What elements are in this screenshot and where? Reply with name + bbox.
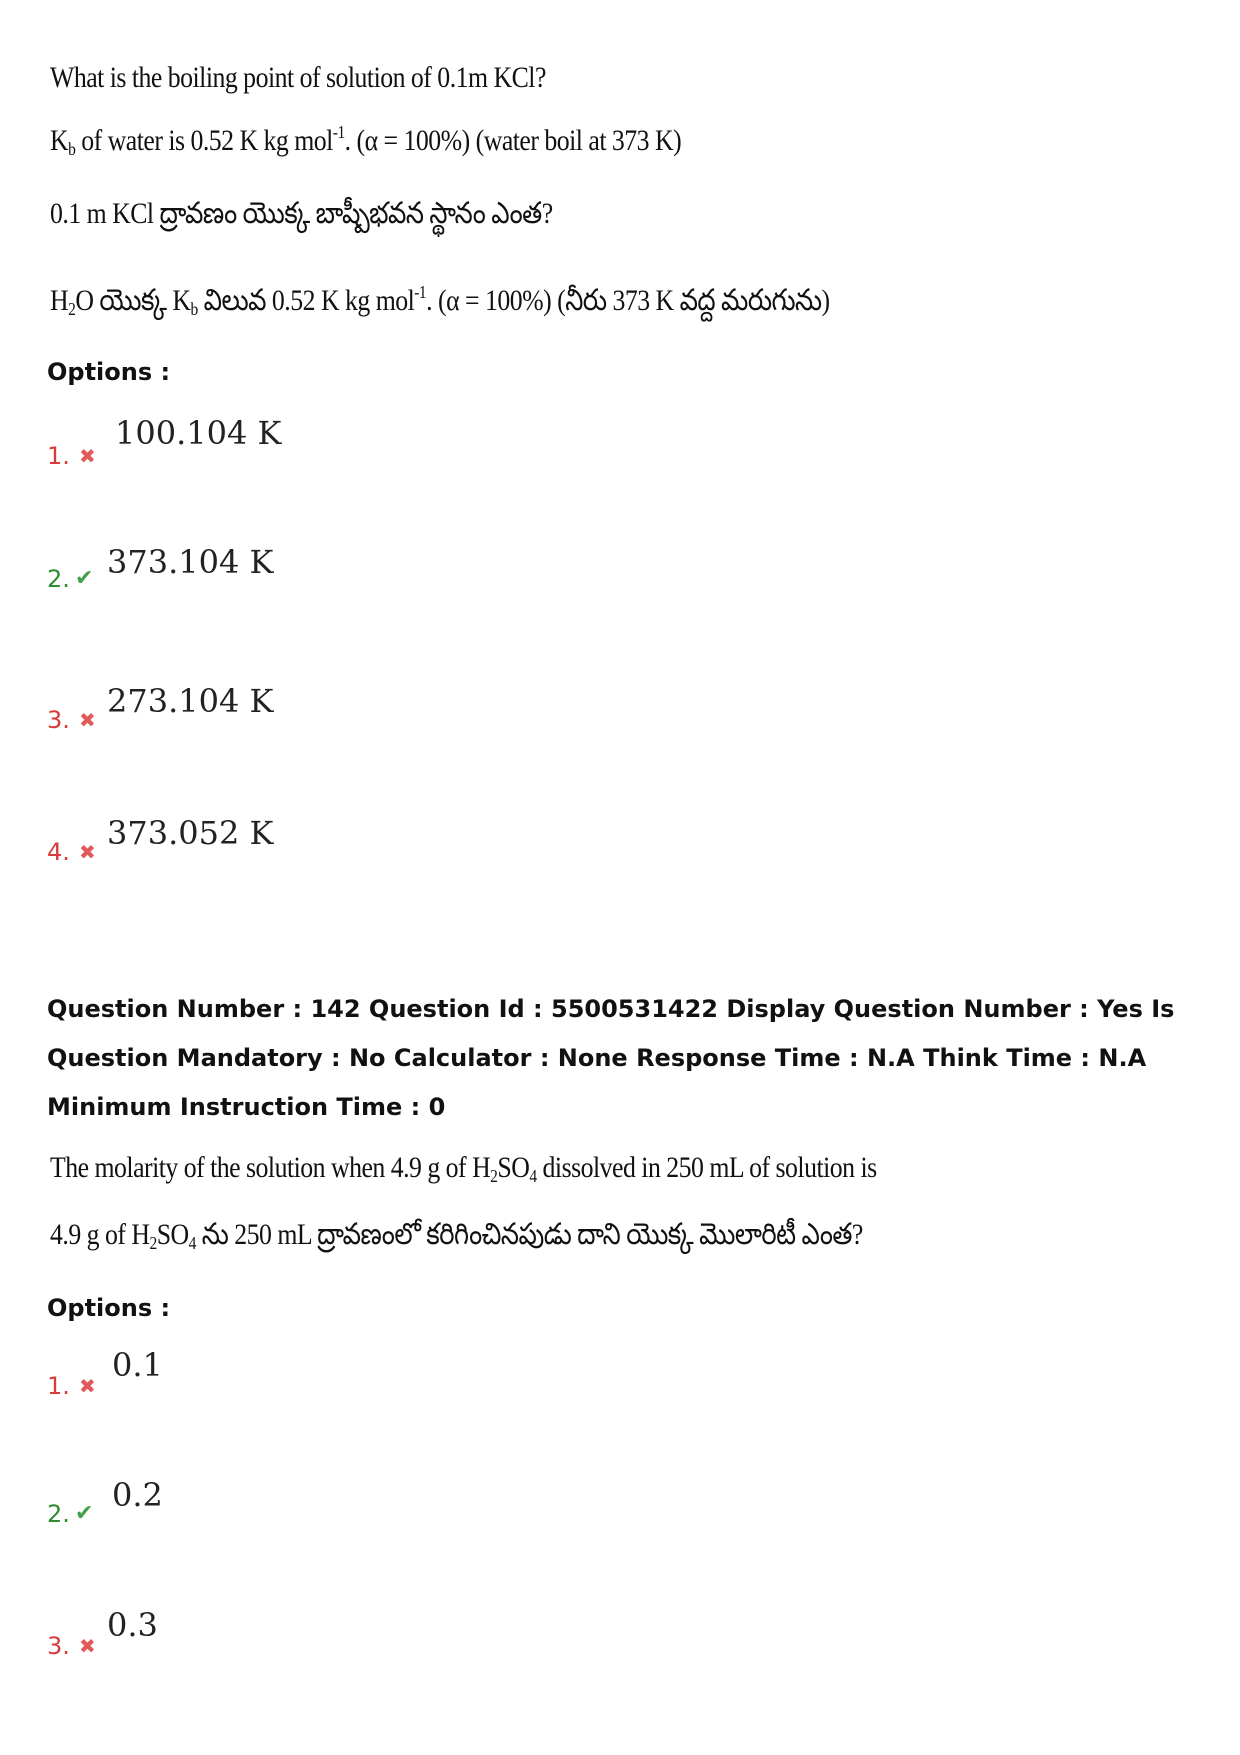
q142-option-2[interactable] (47, 1468, 647, 1528)
cross-icon: ✖ (79, 1634, 96, 1658)
option-value: 273.104 K (107, 682, 274, 720)
q141-option-2[interactable] (47, 533, 647, 593)
option-value: 0.2 (112, 1476, 163, 1514)
q142-metadata: Question Number : 142 Question Id : 5500531422 Display Question Number : Yes Is Question Mandatory : No Calculator : None Response Time : N.A Think Time : N.A Minimum Instruction Time : 0 (47, 995, 1175, 1121)
q142-option-1[interactable] (47, 1340, 647, 1400)
q141-kb-english: $K_b$ of water is 0.52 K kg mol$^{-1}$. (α = 100%) (water boil at 373 K) (50, 122, 682, 159)
q141-question-telugu: 0.1 m KCl ద్రావణం యొక్క బాష్పీభవన స్థానం ఎంత? (50, 197, 553, 230)
option-value: 100.104 K (115, 414, 282, 452)
cross-icon: ✖ (79, 444, 96, 468)
q142-options-label: Options : (47, 1294, 171, 1322)
q141-question-english: What is the boiling point of solution of 0.1m KCl? (50, 61, 546, 94)
option-number: 4. (47, 838, 70, 866)
q142-question-telugu: 4.9 g of $H_2SO_4$ ను 250 mL ద్రావణంలో కరిగించినపుడు దాని యొక్క మొలారిటీ ఎంత? (50, 1218, 863, 1253)
option-value: 0.1 (112, 1346, 163, 1384)
q141-option-4[interactable] (47, 806, 647, 866)
option-number: 1. (47, 442, 70, 470)
cross-icon: ✖ (79, 840, 96, 864)
option-value: 0.3 (107, 1606, 158, 1644)
q142-option-3[interactable] (47, 1600, 647, 1660)
q141-kb-telugu: $H_2O$ యొక్క $K_b$ విలువ 0.52 K kg mol$^{-1}$. (α = 100%) (నీరు 373 K వద్ద మరుగును) (50, 282, 830, 319)
option-number: 2. (47, 1500, 70, 1528)
cross-icon: ✖ (79, 1374, 96, 1398)
q141-option-3[interactable] (47, 674, 647, 734)
option-value: 373.104 K (107, 543, 274, 581)
q141-option-1[interactable] (47, 410, 647, 470)
q142-question-english: The molarity of the solution when 4.9 g of $H_2SO_4$ dissolved in 250 mL of solution is (50, 1151, 877, 1186)
option-number: 2. (47, 565, 70, 593)
option-value: 373.052 K (107, 814, 274, 852)
cross-icon: ✖ (79, 708, 96, 732)
check-icon: ✔ (75, 1501, 94, 1526)
check-icon: ✔ (75, 566, 94, 591)
option-number: 1. (47, 1372, 70, 1400)
option-number: 3. (47, 1632, 70, 1660)
q141-options-label: Options : (47, 358, 171, 386)
option-number: 3. (47, 706, 70, 734)
